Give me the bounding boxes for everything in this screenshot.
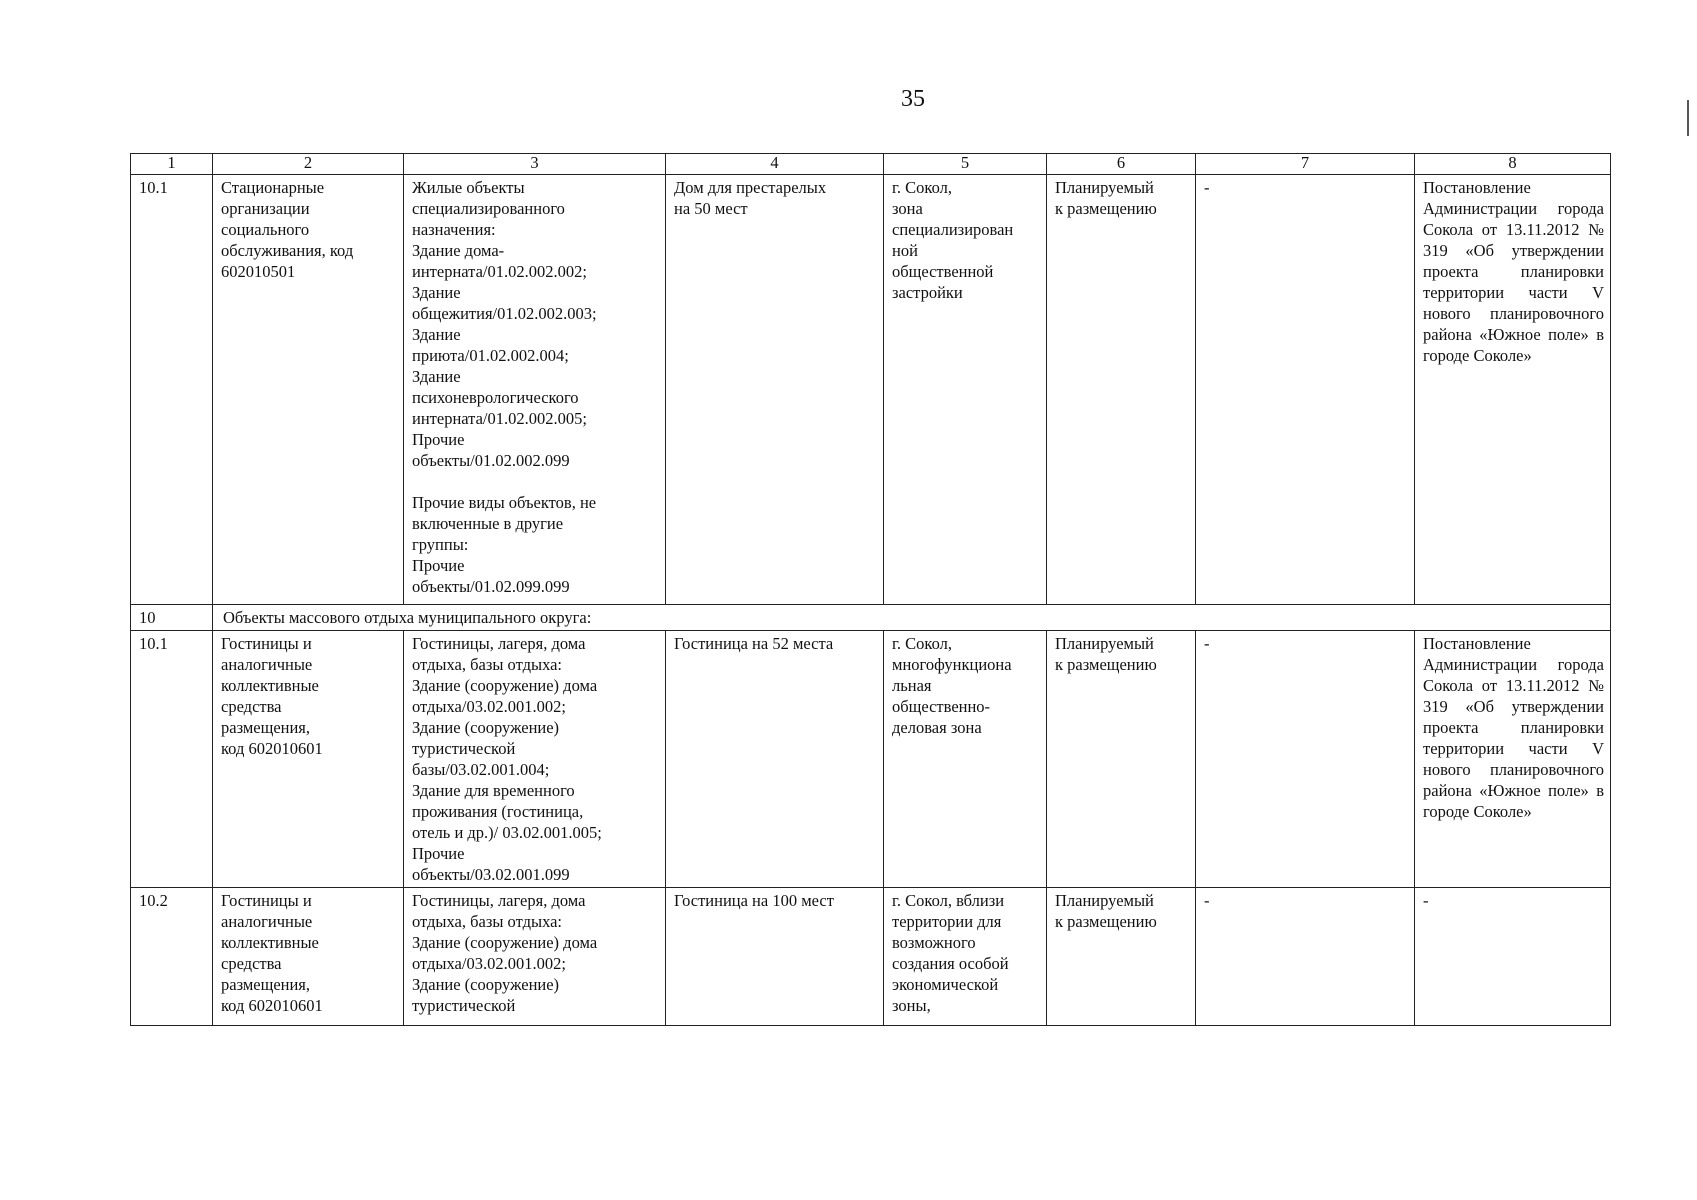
header-cell: 3 bbox=[404, 154, 666, 175]
object-types: Гостиницы, лагеря, дома отдыха, базы отдыха: Здание (сооружение) дома отдыха/03.02.001.002; Здание (сооружение) туристической базы/03.02.001.004; Здание для временного проживания (гостиница, отель и др.)/ 03.02.001.005; Прочие объекты/03.02.001.099 bbox=[404, 631, 666, 888]
legal-document: Постановление Администрации города Сокола от 13.11.2012 № 319 «Об утверждении проекта планировки территории части V нового планировочного района «Южное поле» в городе Соколе» bbox=[1415, 175, 1611, 605]
object-description: Гостиница на 100 мест bbox=[666, 888, 884, 1026]
page-number: 35 bbox=[901, 86, 925, 112]
table-header-row bbox=[131, 154, 1611, 175]
header-cell: 2 bbox=[213, 154, 404, 175]
object-types: Жилые объекты специализированного назначения: Здание дома- интерната/01.02.002.002; Здание общежития/01.02.002.003; Здание приюта/01.02.002.004; Здание психоневрологического интерната/01.02.002.005; Прочие объекты/01.02.002.099 Прочие виды объектов, не включенные в другие группы: Прочие объекты/01.02.099.099 bbox=[404, 175, 666, 605]
header-cell: 1 bbox=[131, 154, 213, 175]
header-cell: 7 bbox=[1196, 154, 1415, 175]
header-cell: 6 bbox=[1047, 154, 1196, 175]
table-row bbox=[131, 888, 1611, 1026]
object-description: Гостиница на 52 места bbox=[666, 631, 884, 888]
header-cell: 5 bbox=[884, 154, 1047, 175]
header-cell: 8 bbox=[1415, 154, 1611, 175]
table-row bbox=[131, 175, 1611, 605]
legal-document: Постановление Администрации города Сокола от 13.11.2012 № 319 «Об утверждении проекта планировки территории части V нового планировочного района «Южное поле» в городе Соколе» bbox=[1415, 631, 1611, 888]
object-status: Планируемый к размещению bbox=[1047, 175, 1196, 605]
table-row bbox=[131, 631, 1611, 888]
object-status: Планируемый к размещению bbox=[1047, 631, 1196, 888]
section-row bbox=[131, 605, 1611, 631]
column-7-value: - bbox=[1196, 175, 1415, 605]
row-number: 10.1 bbox=[131, 175, 213, 605]
object-location: г. Сокол, зона специализирован ной общественной застройки bbox=[884, 175, 1047, 605]
object-status: Планируемый к размещению bbox=[1047, 888, 1196, 1026]
column-7-value: - bbox=[1196, 888, 1415, 1026]
objects-table bbox=[130, 153, 1611, 1026]
scan-edge-mark bbox=[1687, 100, 1695, 136]
object-name: Стационарные организации социального обслуживания, код 602010501 bbox=[213, 175, 404, 605]
object-name: Гостиницы и аналогичные коллективные средства размещения, код 602010601 bbox=[213, 888, 404, 1026]
object-types: Гостиницы, лагеря, дома отдыха, базы отдыха: Здание (сооружение) дома отдыха/03.02.001.002; Здание (сооружение) туристической bbox=[404, 888, 666, 1026]
object-description: Дом для престарелых на 50 мест bbox=[666, 175, 884, 605]
object-name: Гостиницы и аналогичные коллективные средства размещения, код 602010601 bbox=[213, 631, 404, 888]
header-cell: 4 bbox=[666, 154, 884, 175]
object-location: г. Сокол, многофункциона льная общественно- деловая зона bbox=[884, 631, 1047, 888]
row-number: 10.1 bbox=[131, 631, 213, 888]
row-number: 10.2 bbox=[131, 888, 213, 1026]
section-title: Объекты массового отдыха муниципального округа: bbox=[213, 605, 1611, 631]
legal-document: - bbox=[1415, 888, 1611, 1026]
section-number: 10 bbox=[131, 605, 213, 631]
column-7-value: - bbox=[1196, 631, 1415, 888]
object-location: г. Сокол, вблизи территории для возможного создания особой экономической зоны, bbox=[884, 888, 1047, 1026]
